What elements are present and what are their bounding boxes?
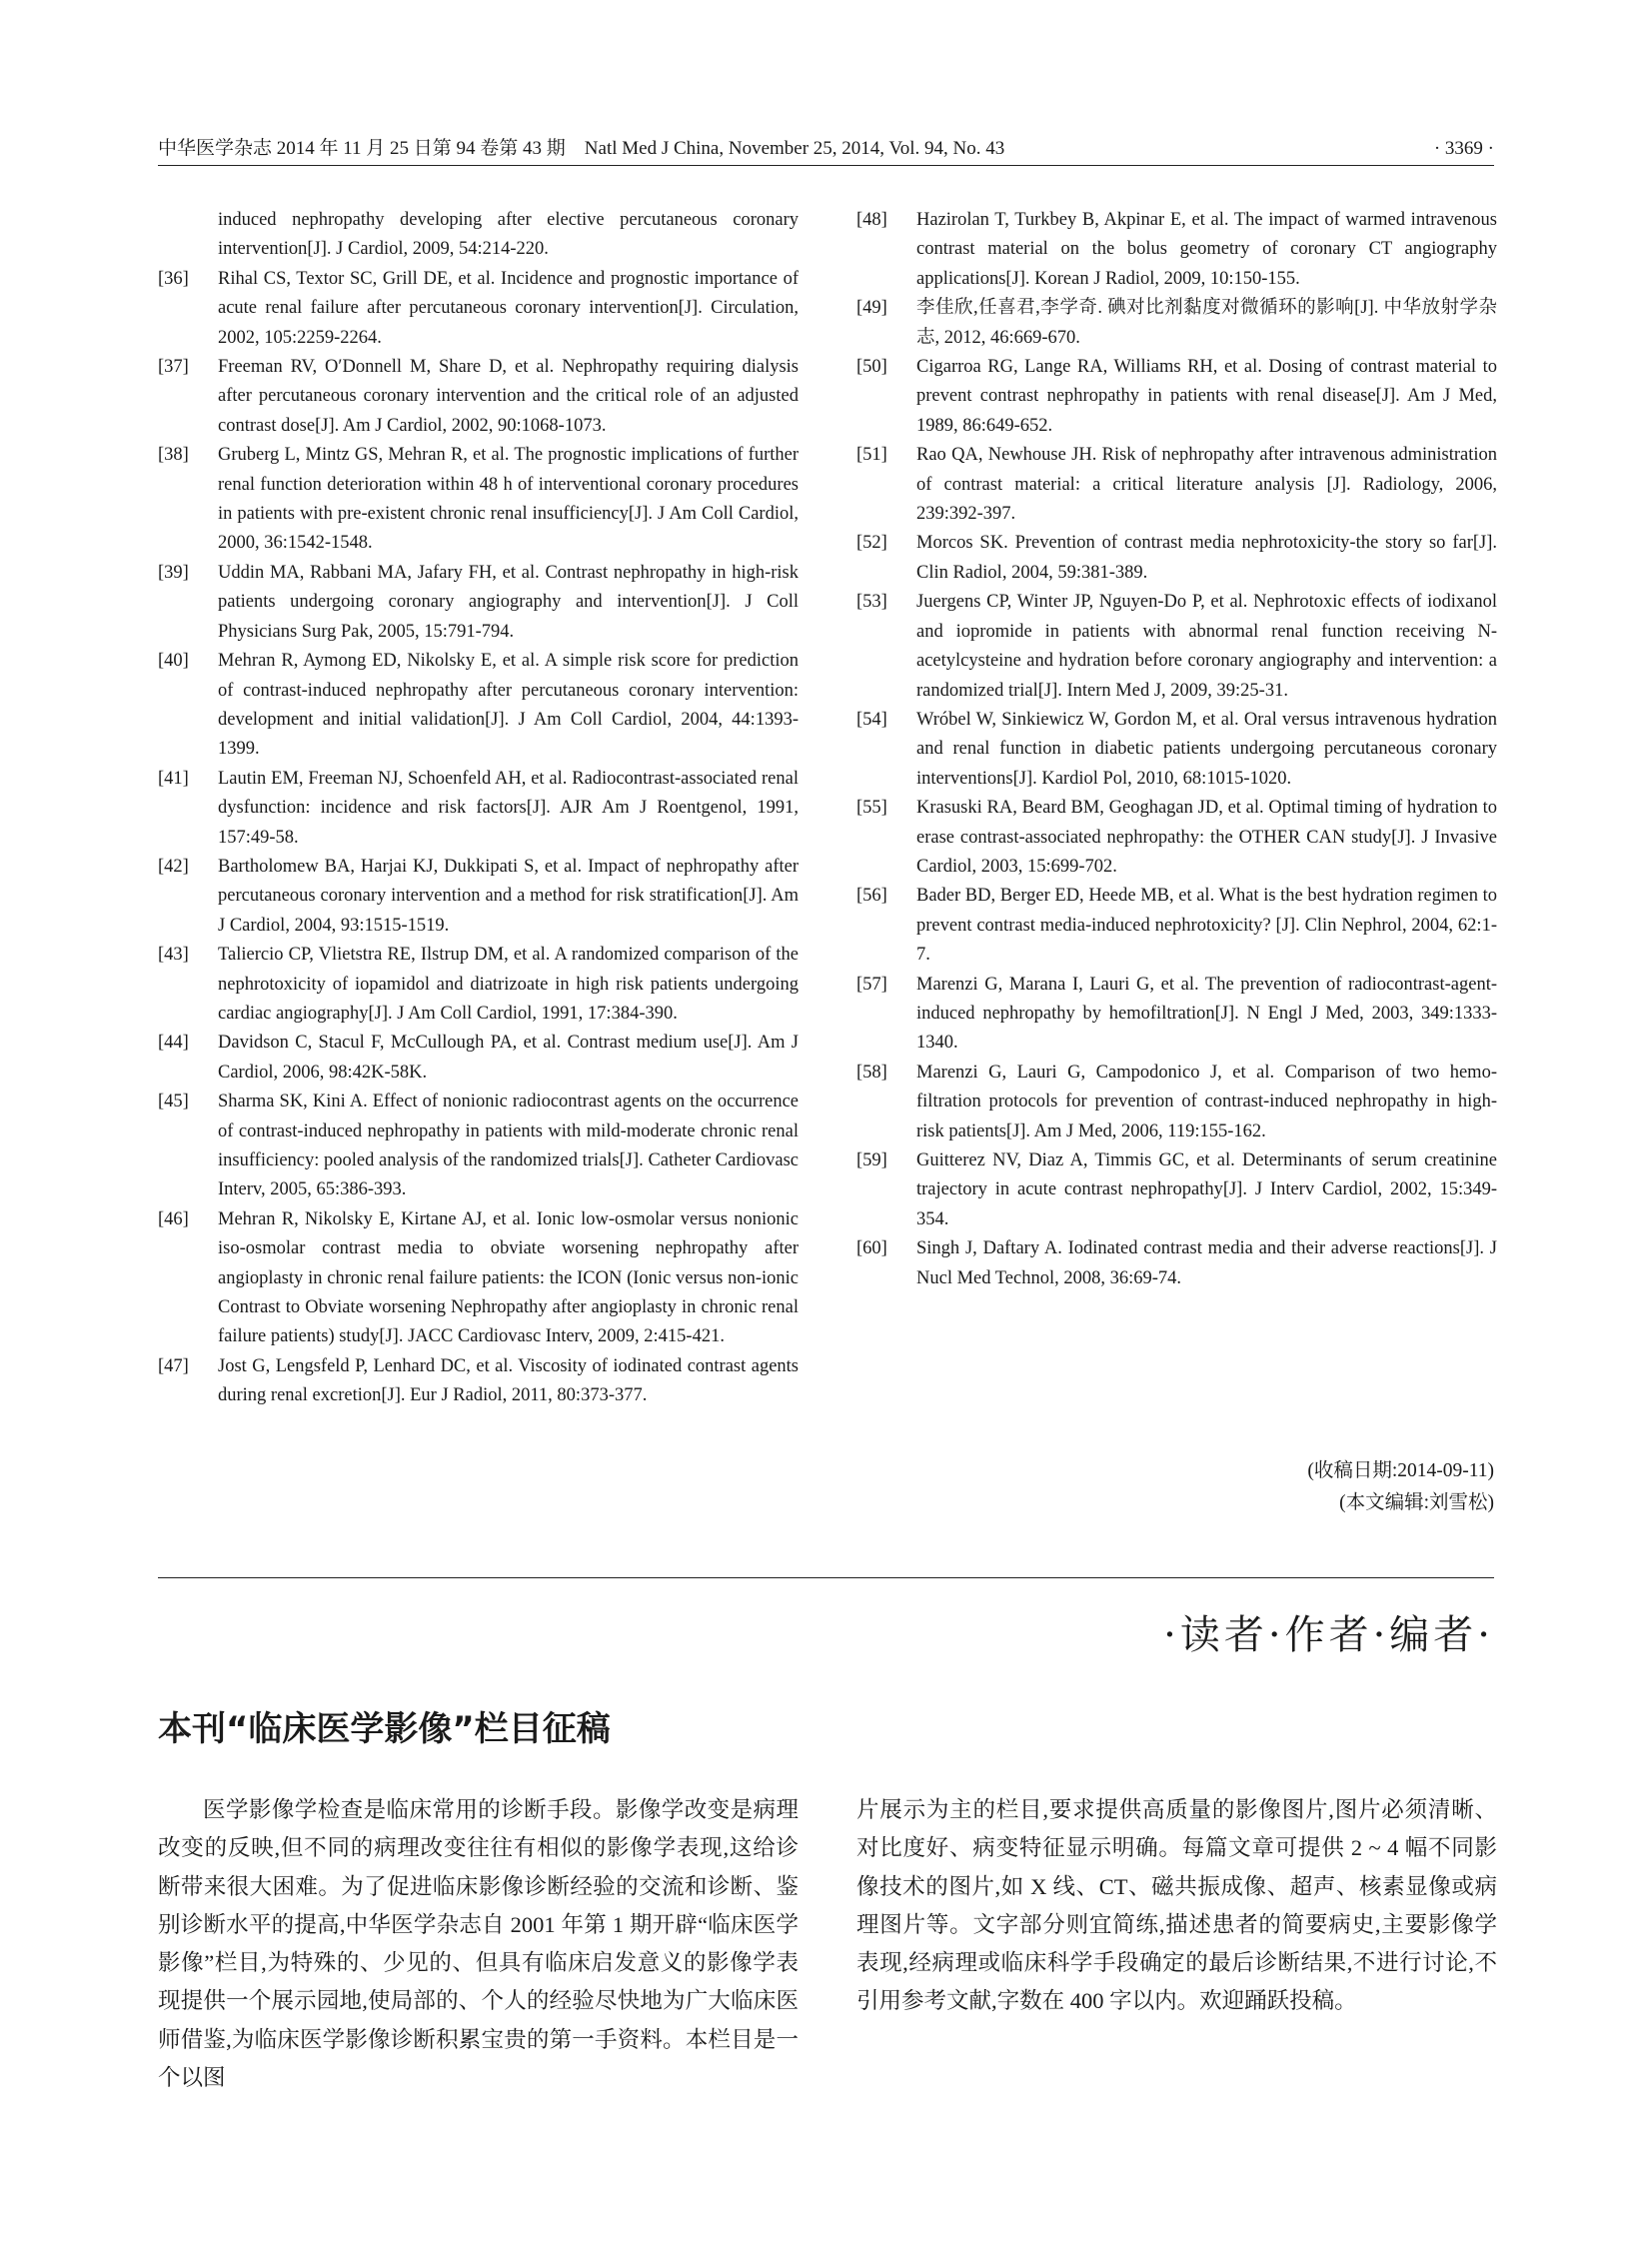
reference-number: [53] xyxy=(856,592,887,613)
reference-text: Bartholomew BA, Harjai KJ, Dukkipati S, et al. Impact of nephropathy after percutaneous coronary intervention and a method for risk stratification[J]. Am J Cardiol, 2004, 93:1515-1519. xyxy=(218,856,799,936)
reference-number: [56] xyxy=(856,886,887,907)
reference-number: [36] xyxy=(158,268,189,289)
reference-item xyxy=(856,206,1497,294)
reference-text: Taliercio CP, Vlietstra RE, Ilstrup DM, et al. A randomized comparison of the nephrotoxicity of iopamidol and diatrizoate in high risk patients undergoing cardiac angiography[J]. J Am Coll Cardiol, 1991, 17:384-390. xyxy=(218,945,799,1024)
article-body-right xyxy=(856,1791,1497,2021)
reference-text: Hazirolan T, Turkbey B, Akpinar E, et al. The impact of warmed intravenous contrast material on the bolus geometry of coronary CT angiography applications[J]. Korean J Radiol, 2009, 10:150-155. xyxy=(916,210,1497,289)
reference-number: [39] xyxy=(158,562,189,583)
reference-text: Lautin EM, Freeman NJ, Schoenfeld AH, et al. Radiocontrast-associated renal dysfunction: incidence and risk factors[J]. AJR Am J Roentgenol, 1991, 157:49-58. xyxy=(218,768,799,848)
reference-item xyxy=(158,1205,799,1352)
reference-item xyxy=(856,794,1497,882)
reference-item xyxy=(158,941,799,1029)
reference-text: Gruberg L, Mintz GS, Mehran R, et al. The prognostic implications of further renal function deterioration within 48 h of interventional coronary procedures in patients with pre-existent chronic renal insufficiency[J]. J Am Coll Cardiol, 2000, 36:1542-1548. xyxy=(218,445,799,554)
reference-text: Freeman RV, O′Donnell M, Share D, et al. Nephropathy requiring dialysis after percutaneous coronary intervention and the critical role of an adjusted contrast dose[J]. Am J Cardiol, 2002, 90:1068-1073. xyxy=(218,357,799,436)
editor-credit: (本文编辑:刘雪松) xyxy=(1339,1492,1494,1513)
reference-item xyxy=(856,1059,1497,1146)
reference-number: [50] xyxy=(856,357,887,378)
body-paragraph: 医学影像学检查是临床常用的诊断手段。影像学改变是病理改变的反映,但不同的病理改变往往有相似的影像学表现,这给诊断带来很大困难。为了促进临床影像诊断经验的交流和诊断、鉴别诊断水平的提高,中华医学杂志自 2001 年第 1 期开辟“临床医学影像”栏目,为特殊的、少见的、但具有临床启发意义的影像学表现提供一个展示园地,使局部的、个人的经验尽快地为广大临床医师借鉴,为临床医学影像诊断积累宝贵的第一手资料。本栏目是一个以图 xyxy=(158,1797,799,2091)
reference-text: Marenzi G, Lauri G, Campodonico J, et al. Comparison of two hemo-filtration protocols for prevention of contrast-induced nephropathy in high-risk patients[J]. Am J Med, 2006, 119:155-162. xyxy=(916,1062,1497,1141)
reference-number: [51] xyxy=(856,445,887,466)
reference-item xyxy=(158,265,799,353)
body-paragraph: 片展示为主的栏目,要求提供高质量的影像图片,图片必须清晰、对比度好、病变特征显示明确。每篇文章可提供 2 ~ 4 幅不同影像技术的图片,如 X 线、CT、磁共振成像、超声、核素显像或病理图片等。文字部分则宜简练,描述患者的简要病史,主要影像学表现,经病理或临床科学手段确定的最后诊断结果,不进行讨论,不引用参考文献,字数在 400 字以内。欢迎踊跃投稿。 xyxy=(856,1797,1497,2014)
reference-item xyxy=(856,441,1497,529)
reference-number: [54] xyxy=(856,709,887,730)
reference-number: [41] xyxy=(158,768,189,789)
reference-text: Marenzi G, Marana I, Lauri G, et al. The prevention of radiocontrast-agent-induced nephropathy by hemofiltration[J]. N Engl J Med, 2003, 349:1333-1340. xyxy=(916,974,1497,1054)
reference-item xyxy=(856,588,1497,706)
reference-item xyxy=(158,647,799,765)
reference-text: Rao QA, Newhouse JH. Risk of nephropathy after intravenous administration of contrast material: a critical literature analysis [J]. Radiology, 2006, 239:392-397. xyxy=(916,445,1497,525)
received-date: (收稿日期:2014-09-11) xyxy=(1307,1460,1494,1481)
reference-item xyxy=(158,559,799,647)
reference-item xyxy=(158,441,799,559)
reference-text: Mehran R, Nikolsky E, Kirtane AJ, et al. Ionic low-osmolar versus nonionic iso-osmolar contrast media to obviate worsening nephropathy after angioplasty in chronic renal failure patients: the ICON (Ionic versus non-ionic Contrast to Obviate worsening Nephropathy after angioplasty in chronic renal failure patients) study[J]. JACC Cardiovasc Interv, 2009, 2:415-421. xyxy=(218,1208,799,1347)
reference-number: [57] xyxy=(856,974,887,995)
reference-text: Morcos SK. Prevention of contrast media nephrotoxicity-the story so far[J]. Clin Radiol, 2004, 59:381-389. xyxy=(916,533,1497,583)
reference-item xyxy=(158,765,799,853)
reference-number: [59] xyxy=(856,1150,887,1170)
reference-list-left xyxy=(158,206,799,1411)
reference-text: Rihal CS, Textor SC, Grill DE, et al. Incidence and prognostic importance of acute renal failure after percutaneous coronary intervention[J]. Circulation, 2002, 105:2259-2264. xyxy=(218,268,799,348)
reference-item xyxy=(158,206,799,265)
reference-item xyxy=(856,294,1497,353)
header-divider xyxy=(158,165,1494,166)
reference-text: Uddin MA, Rabbani MA, Jafary FH, et al. Contrast nephropathy in high-risk patients undergoing coronary angiography and intervention[J]. J Coll Physicians Surg Pak, 2005, 15:791-794. xyxy=(218,562,799,642)
reference-number: [49] xyxy=(856,298,887,319)
section-divider xyxy=(158,1577,1494,1578)
reference-number: [38] xyxy=(158,445,189,466)
reference-number: [40] xyxy=(158,651,189,672)
reference-number: [58] xyxy=(856,1062,887,1083)
reference-item xyxy=(158,1088,799,1205)
page-number: · 3369 · xyxy=(1433,138,1494,159)
reference-text: Cigarroa RG, Lange RA, Williams RH, et al. Dosing of contrast material to prevent contrast nephropathy in patients with renal disease[J]. Am J Med, 1989, 86:649-652. xyxy=(916,357,1497,436)
reference-item xyxy=(158,1029,799,1088)
reference-number: [48] xyxy=(856,210,887,230)
reference-text: Bader BD, Berger ED, Heede MB, et al. What is the best hydration regimen to prevent contrast media-induced nephrotoxicity? [J]. Clin Nephrol, 2004, 62:1-7. xyxy=(916,886,1497,966)
reference-item xyxy=(856,706,1497,794)
reference-number: [55] xyxy=(856,798,887,819)
reference-number: [52] xyxy=(856,533,887,554)
reference-number: [42] xyxy=(158,856,189,877)
received-info xyxy=(1174,1455,1494,1519)
running-header xyxy=(158,134,1494,164)
reference-number: [45] xyxy=(158,1092,189,1113)
reference-item xyxy=(856,353,1497,441)
article-body-left xyxy=(158,1791,799,2097)
reference-text: Jost G, Lengsfeld P, Lenhard DC, et al. Viscosity of iodinated contrast agents during renal excretion[J]. Eur J Radiol, 2011, 80:373-377. xyxy=(218,1355,799,1406)
reference-item xyxy=(856,529,1497,588)
reference-item xyxy=(856,1234,1497,1293)
reference-number: [43] xyxy=(158,945,189,966)
section-label: ·读者·作者·编者· xyxy=(1163,1612,1494,1658)
reference-text: Sharma SK, Kini A. Effect of nonionic radiocontrast agents on the occurrence of contrast-induced nephropathy in patients with mild-moderate chronic renal insufficiency: pooled analysis of the randomized trials[J]. Catheter Cardiovasc Interv, 2005, 65:386-393. xyxy=(218,1092,799,1200)
reference-text: Singh J, Daftary A. Iodinated contrast media and their adverse reactions[J]. J Nucl Med Technol, 2008, 36:69-74. xyxy=(916,1238,1497,1288)
reference-list-right xyxy=(856,206,1497,1293)
reference-text: Wróbel W, Sinkiewicz W, Gordon M, et al. Oral versus intravenous hydration and renal function in diabetic patients undergoing percutaneous coronary interventions[J]. Kardiol Pol, 2010, 68:1015-1020. xyxy=(916,709,1497,789)
reference-item xyxy=(158,353,799,441)
reference-text: Juergens CP, Winter JP, Nguyen-Do P, et al. Nephrotoxic effects of iodixanol and iopromide in patients with abnormal renal function receiving N-acetylcysteine and hydration before coronary angiography and intervention: a randomized trial[J]. Intern Med J, 2009, 39:25-31. xyxy=(916,592,1497,701)
reference-number: [46] xyxy=(158,1208,189,1229)
reference-number: [47] xyxy=(158,1355,189,1376)
article-title: 本刊“临床医学影像”栏目征稿 xyxy=(158,1709,611,1749)
reference-text: induced nephropathy developing after elective percutaneous coronary intervention[J]. J Cardiol, 2009, 54:214-220. xyxy=(218,210,799,260)
reference-number: [44] xyxy=(158,1033,189,1054)
reference-item xyxy=(158,1352,799,1411)
reference-number: [37] xyxy=(158,357,189,378)
reference-text: Mehran R, Aymong ED, Nikolsky E, et al. A simple risk score for prediction of contrast-induced nephropathy after percutaneous coronary intervention: development and initial validation[J]. J Am Coll Cardiol, 2004, 44:1393-1399. xyxy=(218,651,799,760)
reference-text: 李佳欣,任喜君,李学奇. 碘对比剂黏度对微循环的影响[J]. 中华放射学杂志, 2012, 46:669-670. xyxy=(916,298,1497,348)
reference-number: [60] xyxy=(856,1238,887,1259)
reference-text: Krasuski RA, Beard BM, Geoghagan JD, et al. Optimal timing of hydration to erase contrast-associated nephropathy: the OTHER CAN study[J]. J Invasive Cardiol, 2003, 15:699-702. xyxy=(916,798,1497,877)
reference-item xyxy=(158,853,799,941)
reference-item xyxy=(856,1146,1497,1234)
reference-text: Guitterez NV, Diaz A, Timmis GC, et al. Determinants of serum creatinine trajectory in acute contrast nephropathy[J]. J Interv Cardiol, 2002, 15:349-354. xyxy=(916,1150,1497,1229)
reference-text: Davidson C, Stacul F, McCullough PA, et al. Contrast medium use[J]. Am J Cardiol, 2006, 98:42K-58K. xyxy=(218,1033,799,1083)
reference-item xyxy=(856,971,1497,1059)
journal-citation: 中华医学杂志 2014 年 11 月 25 日第 94 卷第 43 期 Natl Med J China, November 25, 2014, Vol. 94, No. 43 xyxy=(158,138,1005,159)
reference-item xyxy=(856,882,1497,970)
